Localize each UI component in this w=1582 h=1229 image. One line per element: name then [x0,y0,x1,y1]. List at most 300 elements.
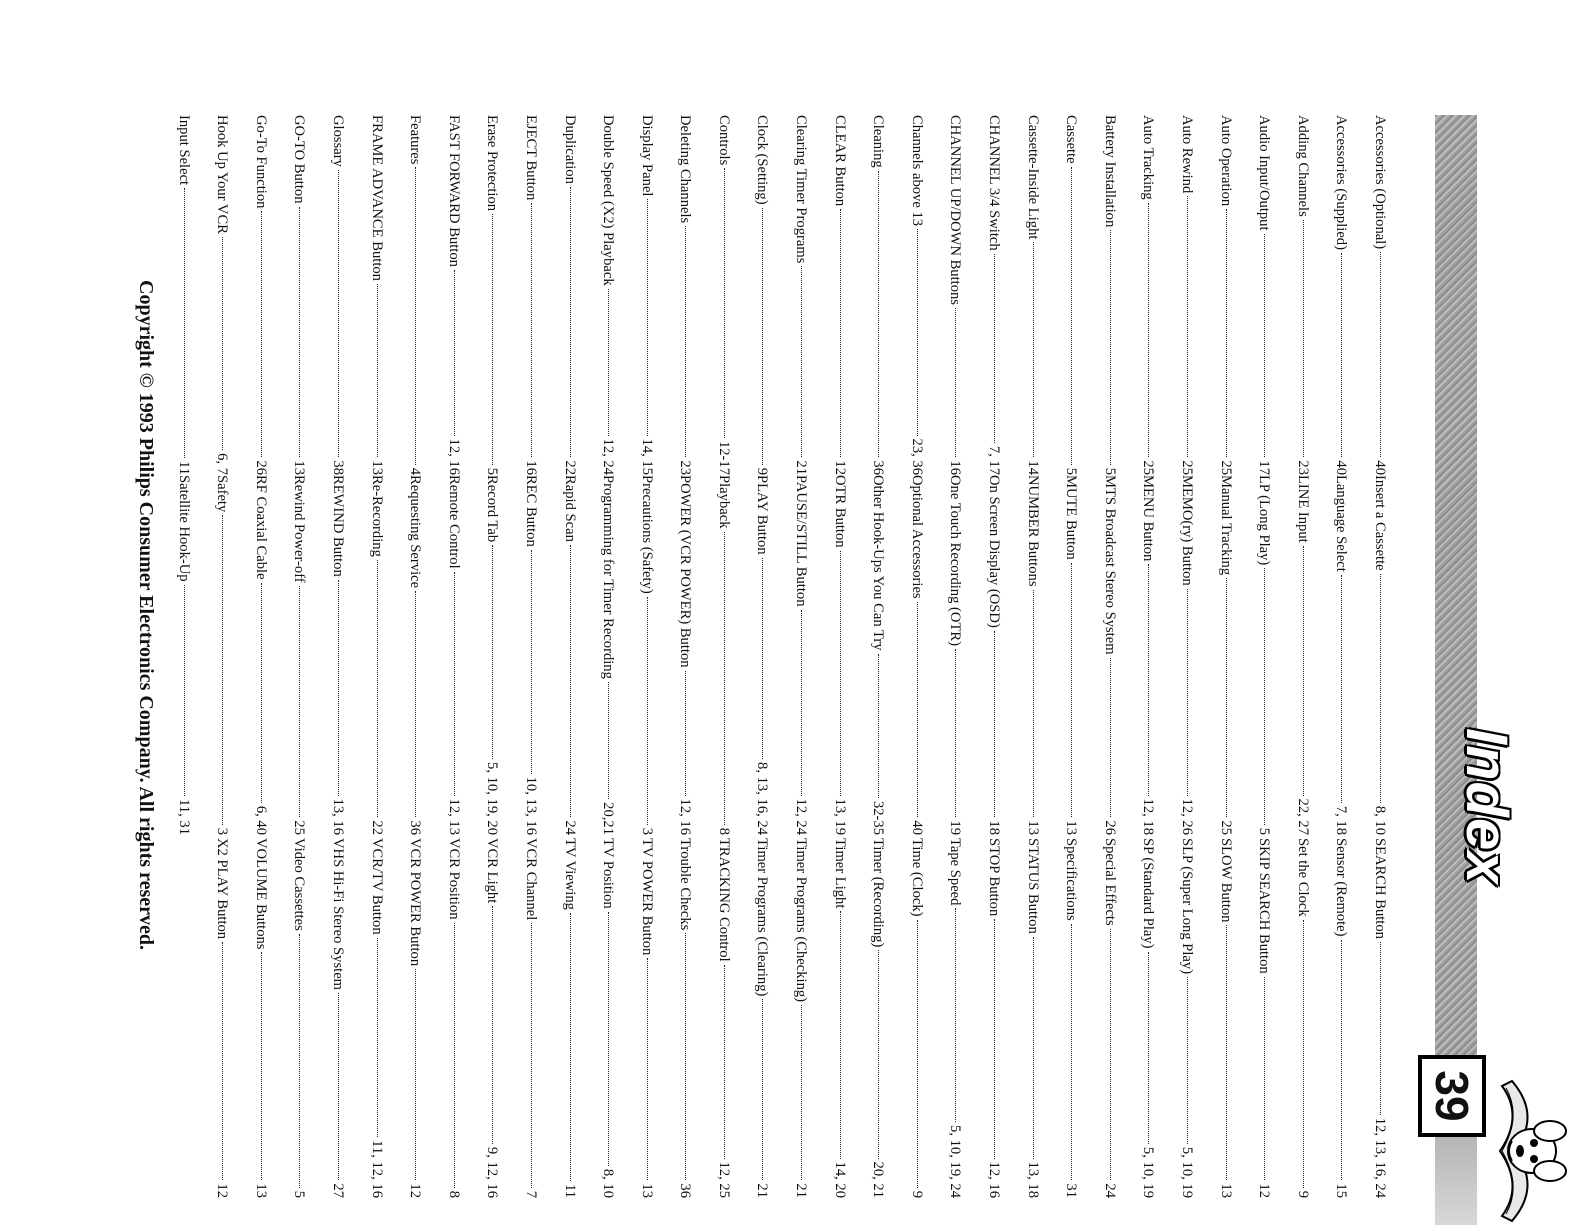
index-pages: 36 [677,1183,694,1198]
index-term: VCR POWER Button [407,838,424,967]
index-term: TV Viewing [561,838,578,910]
index-pages: 7, 18 [1333,805,1350,835]
index-entry [743,115,782,475]
index-pages: 13, 19 [831,798,848,835]
index-entry [241,115,280,475]
index-entry [627,475,666,835]
index-term: EJECT Button [522,115,539,201]
dot-leader [1226,209,1227,457]
dot-leader [1341,940,1342,1181]
index-pages: 12, 13 [445,798,462,835]
index-pages: 12, 16 [677,798,694,835]
index-term: NUMBER Buttons [1024,475,1041,587]
index-pages: 12, 13, 16, 24 [1372,1117,1388,1198]
index-pages: 11 [561,1183,578,1198]
index-term: Record Tab [484,475,501,543]
dot-leader [801,1005,802,1180]
index-pages: 32-35 [870,800,887,835]
index-pages: 18 [986,820,1003,835]
index-entry [241,475,280,835]
index-term: Cassette-Inside Light [1024,115,1041,240]
index-entry [1013,475,1052,835]
index-entry [974,115,1013,475]
index-term: Specifications [1063,838,1080,921]
index-pages: 12 [831,460,848,475]
index-term: MENU Button [1140,475,1157,562]
dot-leader [1033,937,1034,1159]
index-pages: 4 [407,467,424,475]
index-term: Timer Light [831,838,848,909]
index-term: Insert a Cassette [1372,475,1388,571]
index-entry [974,838,1013,1198]
index-entry [434,838,473,1198]
index-term: Requesting Service [407,475,424,589]
index-pages: 11, 31 [175,799,192,835]
index-term: SEARCH Button [1372,838,1388,939]
index-entry [1206,475,1245,835]
copyright-notice: Copyright © 1993 Philips Consumer Electronics Company. All rights reserved. [135,280,157,950]
index-pages: 22 [368,820,385,835]
dot-leader [608,682,609,799]
index-entry [1013,838,1052,1198]
dot-leader [1110,929,1111,1181]
dot-leader [531,203,532,457]
dot-leader [1187,977,1188,1144]
index-entry [473,475,512,835]
index-entry [1245,838,1284,1198]
index-entry [1129,475,1168,835]
index-term: Erase Protection [484,115,501,212]
index-pages: 24 [561,820,578,835]
dot-leader [724,965,725,1159]
index-term: Double Speed (X2) Playback [600,115,617,286]
index-entry [1322,115,1361,475]
index-pages: 13 [1024,820,1041,835]
dot-leader [1380,574,1381,803]
index-term: Input Select [175,115,192,186]
index-pages: 12, 16 [986,1161,1003,1198]
index-term: SLOW Button [1217,838,1234,923]
dot-leader [377,560,378,818]
index-term: Cleaning [870,115,887,168]
index-pages: 8 [445,1190,462,1198]
index-term: Deleting Channels [677,115,694,224]
index-term: REWIND Button [329,475,346,577]
index-pages: 23 [1294,460,1311,475]
index-term: Controls [715,115,732,166]
index-entry [1360,115,1399,475]
index-entry [1090,475,1129,835]
index-term: Hook Up Your VCR [214,115,231,234]
index-entry [820,115,859,475]
dot-leader [763,999,764,1180]
index-entry [280,115,319,475]
dot-leader [454,923,455,1188]
dot-leader [685,671,686,796]
index-term: SLP (Super Long Play) [1179,838,1196,975]
dot-leader [1341,253,1342,457]
index-entry [280,475,319,835]
index-term: LP (Long Play) [1256,475,1273,566]
index-term: TV POWER Button [638,838,655,956]
index-entry [550,475,589,835]
index-pages: 12 [407,1183,424,1198]
dot-leader [415,969,416,1180]
index-pages: 20, 21 [870,1161,887,1198]
index-pages: 23, 36 [908,438,925,475]
index-pages: 5 [484,467,501,475]
dot-leader [724,532,725,825]
dot-leader [338,580,339,796]
index-term: CHANNEL 3/4 Switch [986,115,1003,251]
dot-leader [647,958,648,1180]
dot-leader [299,934,300,1188]
index-pages: 14, 15 [638,438,655,475]
index-pages: 5, 10, 19, 24 [947,1125,964,1198]
index-pages: 21 [793,460,810,475]
index-term: VCR Channel [522,838,539,921]
dot-leader [377,938,378,1138]
index-term: STOP Button [986,838,1003,917]
index-pages: 12, 26 [1179,798,1196,835]
index-pages: 12-17 [715,440,732,475]
dot-leader [570,545,571,818]
index-pages: 13 [1217,1183,1234,1198]
dot-leader [570,913,571,1181]
dot-leader [454,270,455,436]
index-term: PAUSE/STILL Button [793,475,810,607]
dot-leader [878,950,879,1158]
index-term: Sensor (Remote) [1333,838,1350,937]
index-entry [974,475,1013,835]
index-pages: 21 [754,1183,771,1198]
index-pages: 11 [175,460,192,475]
dot-leader [1110,230,1111,464]
index-entry [280,838,319,1198]
index-entry [936,838,975,1198]
index-pages: 7, 17 [986,445,1003,475]
index-entry [511,475,550,835]
dot-leader [492,906,493,1144]
index-pages: 5 [1256,827,1273,835]
index-term: Audio Input/Output [1256,115,1273,231]
index-entry [782,115,821,475]
index-pages: 22 [561,460,578,475]
index-term: Features [407,115,424,165]
dot-leader [1187,196,1188,457]
dot-leader [763,558,764,759]
dot-leader [994,631,995,818]
index-pages: 13 [252,1183,269,1198]
index-term: Video Cassettes [291,838,308,931]
dot-leader [261,583,262,803]
index-pages: 12 [214,1183,231,1198]
index-pages: 22, 27 [1294,798,1311,835]
index-term: Set the Clock [1294,838,1311,917]
index-term: CLEAR Button [831,115,848,207]
index-term: Glossary [329,115,346,167]
index-pages: 25 [1179,460,1196,475]
index-pages: 12, 24 [600,438,617,475]
index-pages: 9, 12, 16 [484,1146,501,1198]
dot-leader [492,545,493,759]
index-term: Programming for Timer Recording [600,475,617,679]
dot-leader [570,187,571,458]
dot-leader [801,266,802,457]
index-entry [704,475,743,835]
index-pages: 40 [1333,460,1350,475]
index-entry [1052,115,1091,475]
index-entry [859,115,898,475]
index-entry [666,838,705,1198]
index-pages: 12, 25 [715,1161,732,1198]
index-entry [473,115,512,475]
index-pages: 15 [1333,1183,1350,1198]
index-pages: 23 [677,460,694,475]
index-entry [164,115,203,475]
dot-leader [840,911,841,1158]
index-entry [1283,115,1322,475]
index-entry [1129,115,1168,475]
index-term: VCR/TV Button [368,838,385,935]
dot-leader [994,919,995,1158]
index-term: VOLUME Buttons [252,838,269,950]
index-entry [1167,838,1206,1198]
index-pages: 36 [407,820,424,835]
dot-leader [1303,920,1304,1188]
dot-leader [1264,977,1265,1181]
index-entry [318,475,357,835]
index-entry [782,475,821,835]
index-entry [1206,838,1245,1198]
index-term: MUTE Button [1063,475,1080,560]
dot-leader [377,284,378,457]
index-pages: 12 [1256,1183,1273,1198]
dot-leader [917,920,918,1188]
index-pages: 7 [522,1190,539,1198]
index-term: Battery Installation [1101,115,1118,228]
dot-leader [1148,203,1149,458]
index-pages: 20,21 [600,802,617,835]
dot-leader [338,170,339,458]
index-term: Adding Channels [1294,115,1311,217]
index-entry [1322,475,1361,835]
index-term: PLAY Button [754,475,771,555]
index-pages: 14 [1024,460,1041,475]
index-term: Auto Operation [1217,115,1234,207]
dot-leader [878,171,879,458]
dot-leader [1148,564,1149,795]
index-pages: 5, 10, 19 [1179,1146,1196,1198]
index-pages: 6, 40 [252,805,269,835]
dot-leader [1071,924,1072,1181]
dot-leader [685,226,686,457]
index-pages: 19 [947,820,964,835]
index-entry [704,838,743,1198]
index-entry [897,115,936,475]
index-term: Trouble Checks [677,838,694,931]
index-term: TRACKING Control [715,838,732,962]
index-entry [164,475,203,835]
index-entry [1283,838,1322,1198]
index-entry [1013,115,1052,475]
index-term: FRAME ADVANCE Button [368,115,385,281]
index-pages: 9 [754,467,771,475]
index-term: Time (Clock) [908,838,925,917]
index-entry [897,838,936,1198]
index-term: Duplication [561,115,578,184]
dot-leader [1226,925,1227,1180]
index-pages: 38 [329,460,346,475]
index-entry [434,475,473,835]
dot-leader [531,550,532,774]
index-entry [627,838,666,1198]
index-entry [859,838,898,1198]
index-term: Special Effects [1101,838,1118,926]
dot-leader [955,908,956,1122]
dot-leader [1303,220,1304,458]
dot-leader [454,572,455,796]
index-entry [396,838,435,1198]
index-pages: 5 [291,1190,308,1198]
dot-leader [685,933,686,1180]
index-entry [704,115,743,475]
dot-leader [801,610,802,796]
index-pages: 13 [1063,820,1080,835]
index-pages: 3 [638,827,655,835]
index-term: VCR Light [484,838,501,904]
index-pages: 5 [1063,467,1080,475]
dot-leader [1148,952,1149,1144]
index-entry [357,115,396,475]
index-pages: 5 [1101,467,1118,475]
index-entry [1052,838,1091,1198]
index-term: Clock (Setting) [754,115,771,205]
index-pages: 24 [1101,1183,1118,1198]
index-entry [550,838,589,1198]
index-pages: 5, 10, 19 [1140,1146,1157,1198]
index-entry [859,475,898,835]
index-entry [318,838,357,1198]
index-term: Satellite Hook-Up [175,475,192,582]
index-pages: 12, 24 [793,798,810,835]
index-pages: 13 [638,1183,655,1198]
index-pages: 17 [1256,460,1273,475]
index-entry [1360,475,1399,835]
index-term: FAST FORWARD Button [445,115,462,267]
index-entry [473,838,512,1198]
index-pages: 26 [1101,820,1118,835]
index-term: Other Hook-Ups You Can Try [870,475,887,651]
index-pages: 25 [1217,820,1234,835]
index-entry [666,475,705,835]
index-term: VCR Position [445,838,462,920]
index-entry [627,115,666,475]
index-term: Playback [715,475,732,529]
index-pages: 31 [1063,1183,1080,1198]
index-entry [743,838,782,1198]
index-pages: 8, 13, 16, 24 [754,762,771,835]
index-entry [897,475,936,835]
dot-leader [222,515,223,824]
index-entry [1090,115,1129,475]
index-term: POWER (VCR POWER) Button [677,475,694,668]
index-entry [203,115,242,475]
dot-leader [647,199,648,435]
index-entry [820,475,859,835]
index-entry [589,115,628,475]
dot-leader [1071,167,1072,465]
index-entry [666,115,705,475]
dot-leader [955,308,956,457]
index-entry [396,475,435,835]
index-pages: 16 [947,460,964,475]
index-pages: 5, 10, 19, 20 [484,762,501,835]
index-term: MTS Broadcast Stereo System [1101,475,1118,655]
index-pages: 36 [870,460,887,475]
index-pages: 14, 20 [831,1161,848,1198]
index-entry [357,838,396,1198]
index-pages: 25 [1140,460,1157,475]
page-number: 39 [1418,1055,1486,1137]
dot-leader [261,952,262,1180]
index-entry [1322,838,1361,1198]
index-pages: 13 [291,460,308,475]
index-entry [1360,838,1399,1198]
index-column-2 [164,475,1399,835]
index-term: Precautions (Safety) [638,475,655,594]
index-pages: 16 [522,460,539,475]
dot-leader [1264,234,1265,458]
index-entry [318,115,357,475]
index-term: Timer Programs (Checking) [793,838,810,1003]
dot-leader [994,254,995,443]
index-entry [1090,838,1129,1198]
index-term: Cassette [1063,115,1080,164]
index-term: Channels above 13 [908,115,925,227]
index-term: Clearing Timer Programs [793,115,810,264]
dot-leader [338,993,339,1180]
index-term: Manual Tracking [1217,475,1234,576]
dot-leader [1380,252,1381,457]
index-term: Re-Recording [368,475,385,557]
index-entry [1167,115,1206,475]
mascot-logo-icon [1462,1076,1572,1226]
dot-leader [724,168,725,438]
index-term: OTR Button [831,475,848,548]
index-entry [511,838,550,1198]
index-term: On Screen Display (OSD) [986,475,1003,628]
index-entry [589,475,628,835]
dot-leader [1264,568,1265,824]
dot-leader [840,551,841,796]
dot-leader [1033,242,1034,457]
dot-leader [1187,589,1188,796]
dot-leader [184,188,185,458]
index-entry [1052,475,1091,835]
index-pages: 8 [715,827,732,835]
dot-leader [647,597,648,825]
dot-leader [299,586,300,818]
index-term: REC Button [522,475,539,547]
index-pages: 13, 18 [1024,1161,1041,1198]
index-pages: 21 [793,1183,810,1198]
index-pages: 13, 16 [329,798,346,835]
index-entry [511,115,550,475]
dot-leader [917,229,918,435]
dot-leader [531,923,532,1187]
index-entry [782,838,821,1198]
